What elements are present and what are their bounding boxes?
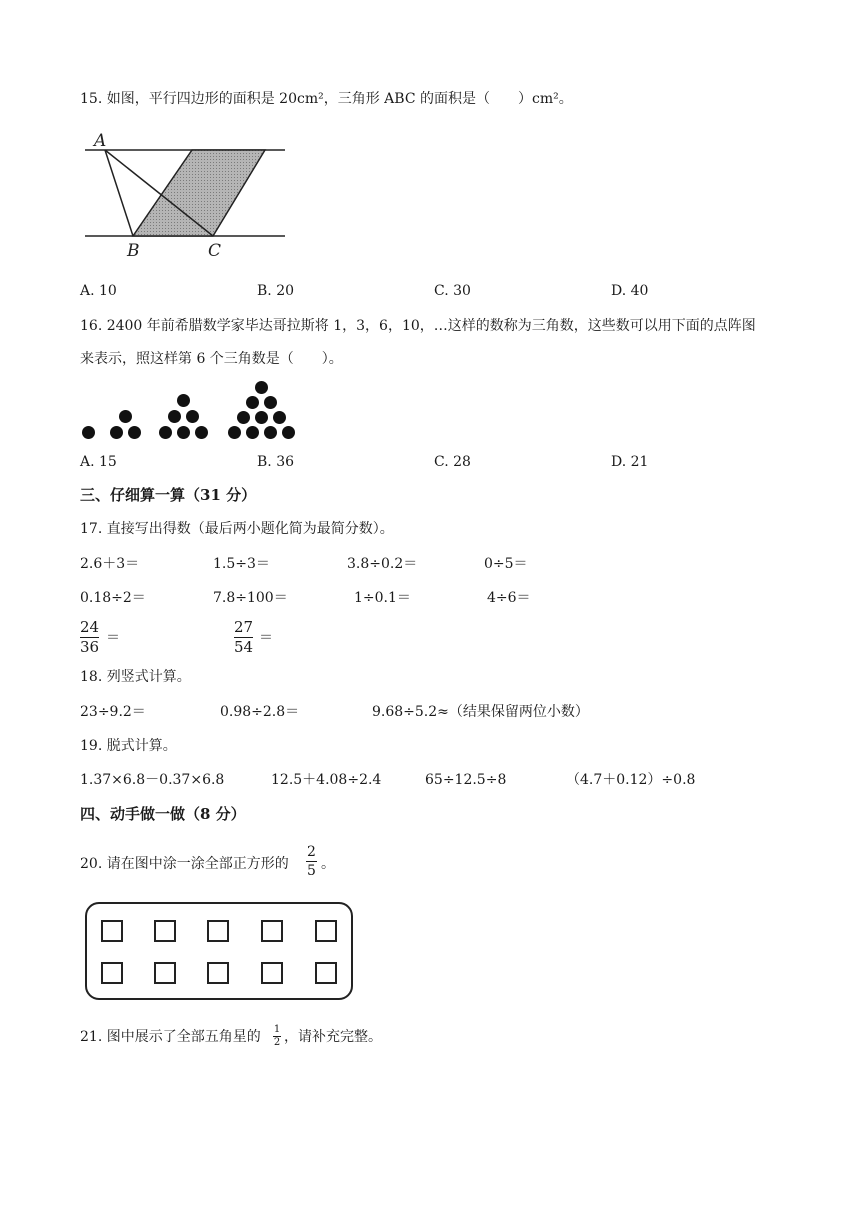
q19-text: 19. 脱式计算。 — [80, 738, 177, 754]
q17-text: 17. 直接写出得数（最后两小题化简为最简分数）。 — [80, 521, 394, 537]
dot — [195, 426, 208, 439]
dot — [282, 426, 295, 439]
denominator: 2 — [273, 1037, 281, 1048]
denominator: 54 — [234, 638, 254, 656]
square-cell[interactable] — [261, 920, 283, 942]
numerator: 2 — [307, 844, 316, 860]
q21-text-end: ，请补充完整。 — [284, 1029, 382, 1045]
q17-item: 1.5÷3＝ — [213, 556, 270, 572]
dot — [246, 426, 259, 439]
triangle-ab — [105, 150, 133, 236]
q18-item: 23÷9.2＝ — [80, 704, 146, 720]
square-cell[interactable] — [315, 962, 337, 984]
dot — [228, 426, 241, 439]
q16-option-c: C. 28 — [434, 454, 471, 470]
q20-text: 20. 请在图中涂一涂全部正方形的 — [80, 856, 289, 872]
q18-item: 9.68÷5.2≈（结果保留两位小数） — [372, 704, 589, 720]
dot — [255, 381, 268, 394]
q20-text-end: 。 — [321, 856, 335, 872]
q17-fraction-1 — [80, 620, 99, 655]
q16-option-b: B. 36 — [257, 454, 295, 470]
label-b: B — [127, 241, 140, 261]
q17-item: 2.6＋3＝ — [80, 556, 140, 572]
q18-text: 18. 列竖式计算。 — [80, 669, 191, 685]
q17-item: 1÷0.1＝ — [354, 590, 411, 606]
q15-option-c: C. 30 — [434, 283, 471, 299]
numerator: 27 — [234, 618, 254, 636]
q15-option-a: A. 10 — [80, 283, 117, 299]
square-cell[interactable] — [154, 920, 176, 942]
square-cell[interactable] — [154, 962, 176, 984]
q19-item: （4.7＋0.12）÷0.8 — [566, 772, 696, 788]
label-a: A — [94, 131, 107, 151]
numerator: 1 — [273, 1024, 281, 1035]
q17-item: 3.8÷0.2＝ — [347, 556, 418, 572]
square-cell[interactable] — [261, 962, 283, 984]
dot — [159, 426, 172, 439]
q15-option-d: D. 40 — [611, 283, 649, 299]
q17-item: 4÷6＝ — [487, 590, 531, 606]
dot — [177, 426, 190, 439]
q19-item: 65÷12.5÷8 — [425, 772, 507, 788]
q17-item: 0.18÷2＝ — [80, 590, 146, 606]
dot — [273, 411, 286, 424]
dot — [264, 426, 277, 439]
dot — [264, 396, 277, 409]
q15-option-b: B. 20 — [257, 283, 295, 299]
q17-fraction-2-eq: ＝ — [259, 630, 273, 646]
dot — [255, 411, 268, 424]
dot — [168, 410, 181, 423]
q21-fraction — [273, 1025, 281, 1048]
dot — [110, 426, 123, 439]
dot — [177, 394, 190, 407]
q18-item: 0.98÷2.8＝ — [220, 704, 300, 720]
q16-line2: 来表示，照这样第 6 个三角数是（ ）。 — [80, 351, 343, 367]
dot — [82, 426, 95, 439]
q21-text: 21. 图中展示了全部五角星的 — [80, 1029, 261, 1045]
label-c: C — [208, 241, 222, 261]
square-cell[interactable] — [101, 962, 123, 984]
dot — [119, 410, 132, 423]
numerator: 24 — [80, 618, 100, 636]
q17-fraction-1-eq: ＝ — [106, 630, 120, 646]
dot — [186, 410, 199, 423]
q20-square-grid — [85, 902, 353, 1000]
square-cell[interactable] — [315, 920, 337, 942]
square-cell[interactable] — [101, 920, 123, 942]
q15-figure — [80, 128, 300, 263]
square-cell[interactable] — [207, 920, 229, 942]
q17-item: 7.8÷100＝ — [213, 590, 288, 606]
dot — [128, 426, 141, 439]
q16-line1: 16. 2400 年前希腊数学家毕达哥拉斯将 1，3，6，10，…这样的数称为三角数，这些数可以用下面的点阵图 — [80, 318, 756, 334]
dot — [237, 411, 250, 424]
q17-item: 0÷5＝ — [484, 556, 528, 572]
denominator: 36 — [80, 638, 100, 656]
q19-item: 12.5＋4.08÷2.4 — [271, 772, 382, 788]
q19-item: 1.37×6.8－0.37×6.8 — [80, 772, 225, 788]
parallelogram — [133, 150, 265, 236]
q17-fraction-2 — [234, 620, 253, 655]
denominator: 5 — [307, 863, 316, 879]
section3-title: 三、仔细算一算（31 分） — [80, 486, 257, 504]
section4-title: 四、动手做一做（8 分） — [80, 805, 246, 823]
q15-text: 15. 如图，平行四边形的面积是 20cm²，三角形 ABC 的面积是（ ）cm²。 — [80, 91, 573, 107]
dot — [246, 396, 259, 409]
q16-option-d: D. 21 — [611, 454, 649, 470]
square-cell[interactable] — [207, 962, 229, 984]
q20-fraction — [306, 845, 317, 878]
q16-option-a: A. 15 — [80, 454, 117, 470]
